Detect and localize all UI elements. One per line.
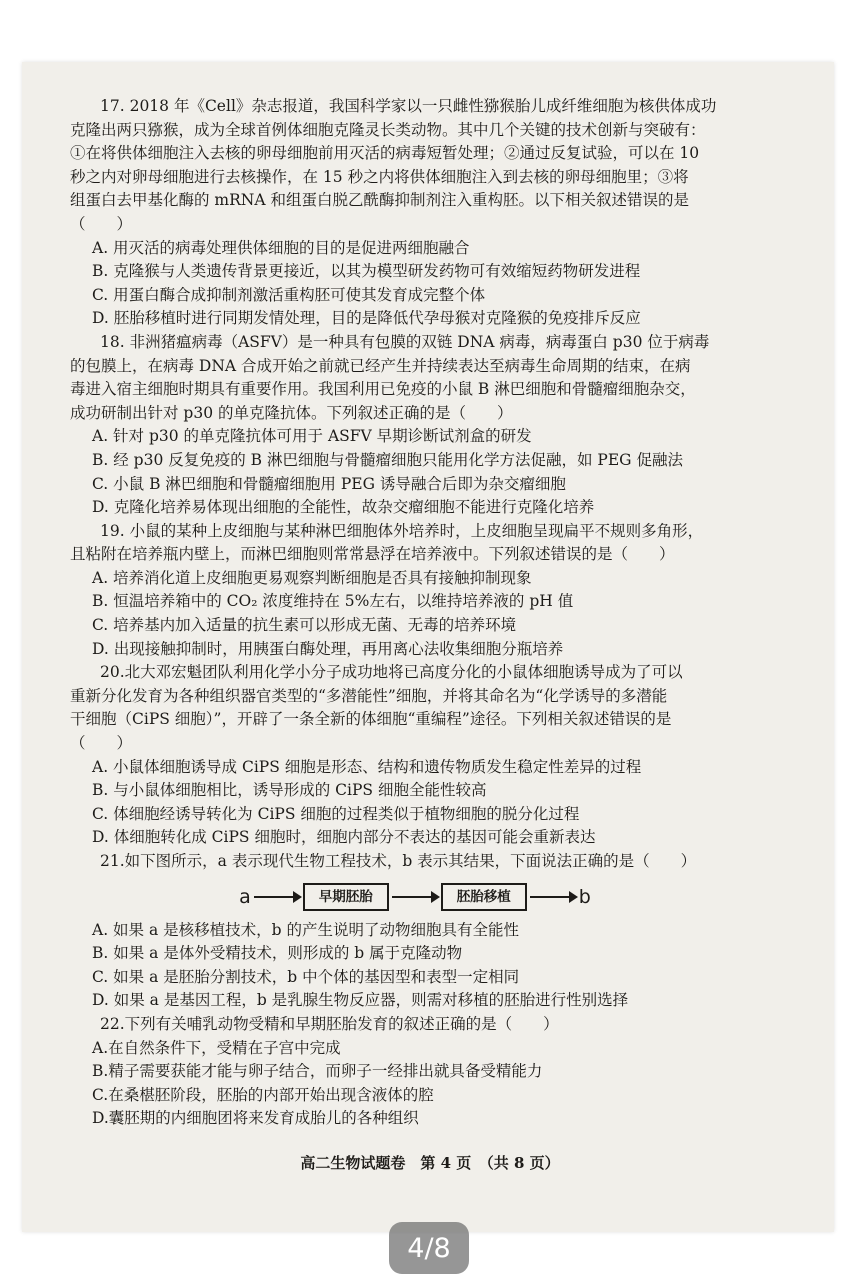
flow-start-label: a — [239, 885, 251, 908]
question-19 — [70, 520, 760, 662]
page-indicator[interactable]: 4/8 — [389, 1222, 469, 1274]
option-a: A. 用灭活的病毒处理供体细胞的目的是促进两细胞融合 — [92, 238, 470, 257]
answer-bracket: （ ） — [70, 214, 133, 233]
question-stem-line: 17. 2018 年《Cell》杂志报道，我国科学家以一只雌性猕猴胎儿成纤维细胞为核供体成功 — [100, 97, 717, 115]
option-c: C. 用蛋白酶合成抑制剂激活重构胚可使其发育成完整个体 — [92, 285, 486, 304]
flow-end-label: b — [578, 885, 591, 908]
question-stem-line: 干细胞（CiPS 细胞）”，开辟了一条全新的体细胞“重编程”途径。下列相关叙述错误的是 — [70, 710, 672, 729]
question-18 — [70, 331, 760, 520]
question-20 — [70, 661, 760, 850]
option-a: A. 针对 p30 的单克隆抗体可用于 ASFV 早期诊断试剂盒的研发 — [92, 427, 532, 446]
option-d: D.囊胚期的内细胞团将来发育成胎儿的各种组织 — [92, 1109, 419, 1128]
question-stem-line: 组蛋白去甲基化酶的 mRNA 和组蛋白脱乙酰酶抑制剂注入重构胚。以下相关叙述错误的是 — [70, 191, 689, 210]
question-stem-line: 19. 小鼠的某种上皮细胞与某种淋巴细胞体外培养时，上皮细胞呈现扁平不规则多角形， — [100, 521, 704, 540]
question-stem-line: 成功研制出针对 p30 的单克隆抗体。下列叙述正确的是（ ） — [70, 403, 513, 422]
arrow-icon — [530, 896, 576, 898]
arrow-icon — [392, 896, 438, 898]
question-stem-line: 21.如下图所示，a 表示现代生物工程技术，b 表示其结果，下面说法正确的是（ ） — [100, 852, 697, 870]
option-c: C.在桑椹胚阶段，胚胎的内部开始出现含液体的腔 — [92, 1085, 434, 1104]
question-stem-line: 重新分化发育为各种组织器官类型的“多潜能性”细胞，并将其命名为“化学诱导的多潜能 — [70, 686, 668, 705]
flow-diagram — [70, 876, 760, 918]
option-c: C. 如果 a 是胚胎分割技术，b 中个体的基因型和表型一定相同 — [92, 967, 520, 986]
question-17 — [70, 95, 760, 331]
option-c: C. 培养基内加入适量的抗生素可以形成无菌、无毒的培养环境 — [92, 616, 517, 635]
flow-box-early-embryo: 早期胚胎 — [303, 883, 389, 911]
option-a: A. 小鼠体细胞诱导成 CiPS 细胞是形态、结构和遗传物质发生稳定性差异的过程 — [92, 757, 642, 776]
option-a: A. 如果 a 是核移植技术，b 的产生说明了动物细胞具有全能性 — [92, 920, 519, 939]
flow-box-embryo-transfer: 胚胎移植 — [441, 883, 527, 911]
option-d: D. 克隆化培养易体现出细胞的全能性，故杂交瘤细胞不能进行克隆化培养 — [92, 498, 595, 517]
question-21 — [70, 850, 760, 1013]
option-c: C. 小鼠 B 淋巴细胞和骨髓瘤细胞用 PEG 诱导融合后即为杂交瘤细胞 — [92, 474, 566, 493]
question-22 — [70, 1013, 760, 1131]
option-a: A.在自然条件下，受精在子宫中完成 — [92, 1038, 341, 1057]
question-stem-line: 20.北大邓宏魁团队利用化学小分子成功地将已高度分化的小鼠体细胞诱导成为了可以 — [100, 663, 683, 682]
option-c: C. 体细胞经诱导转化为 CiPS 细胞的过程类似于植物细胞的脱分化过程 — [92, 804, 580, 823]
option-b: B. 克隆猴与人类遗传背景更接近，以其为模型研发药物可有效缩短药物研发进程 — [92, 262, 641, 281]
page-content — [70, 95, 760, 1131]
question-stem-line: 秒之内对卵母细胞进行去核操作，在 15 秒之内将供体细胞注入到去核的卵母细胞里；③将 — [70, 167, 689, 186]
option-d: D. 体细胞转化成 CiPS 细胞时，细胞内部分不表达的基因可能会重新表达 — [92, 828, 596, 847]
option-b: B. 经 p30 反复免疫的 B 淋巴细胞与骨髓瘤细胞只能用化学方法促融，如 PEG 促融法 — [92, 450, 683, 469]
question-stem-line: 毒进入宿主细胞时期具有重要作用。我国利用已免疫的小鼠 B 淋巴细胞和骨髓瘤细胞杂交， — [70, 380, 696, 399]
question-stem-line: 且粘附在培养瓶内壁上，而淋巴细胞则常常悬浮在培养液中。下列叙述错误的是（ ） — [70, 545, 675, 564]
question-stem-line: 18. 非洲猪瘟病毒（ASFV）是一种具有包膜的双链 DNA 病毒，病毒蛋白 p30 位于病毒 — [100, 332, 710, 351]
question-stem-line: 22.下列有关哺乳动物受精和早期胚胎发育的叙述正确的是（ ） — [100, 1014, 559, 1033]
option-d: D. 胚胎移植时进行同期发情处理，目的是降低代孕母猴对克隆猴的免疫排斥反应 — [92, 309, 641, 328]
option-d: D. 如果 a 是基因工程，b 是乳腺生物反应器，则需对移植的胚胎进行性别选择 — [92, 991, 629, 1010]
question-stem-line: 的包膜上，在病毒 DNA 合成开始之前就已经产生并持续表达至病毒生命周期的结束，在病 — [70, 356, 691, 375]
answer-bracket: （ ） — [70, 734, 133, 753]
option-b: B. 与小鼠体细胞相比，诱导形成的 CiPS 细胞全能性较高 — [92, 781, 487, 800]
option-b: B.精子需要获能才能与卵子结合，而卵子一经排出就具备受精能力 — [92, 1062, 543, 1081]
option-b: B. 恒温培养箱中的 CO₂ 浓度维持在 5%左右，以维持培养液的 pH 值 — [92, 592, 574, 611]
page-footer: 高二生物试题卷 第 4 页 （共 8 页） — [300, 1154, 560, 1172]
question-stem-line: 克隆出两只猕猴，成为全球首例体细胞克隆灵长类动物。其中几个关键的技术创新与突破有： — [70, 120, 706, 139]
question-stem-line: ①在将供体细胞注入去核的卵母细胞前用灭活的病毒短暂处理；②通过反复试验，可以在 10 — [70, 144, 700, 163]
arrow-icon — [254, 896, 300, 898]
option-a: A. 培养消化道上皮细胞更易观察判断细胞是否具有接触抑制现象 — [92, 568, 532, 587]
option-d: D. 出现接触抑制时，用胰蛋白酶处理，再用离心法收集细胞分瓶培养 — [92, 639, 564, 658]
option-b: B. 如果 a 是体外受精技术，则形成的 b 属于克隆动物 — [92, 944, 463, 963]
